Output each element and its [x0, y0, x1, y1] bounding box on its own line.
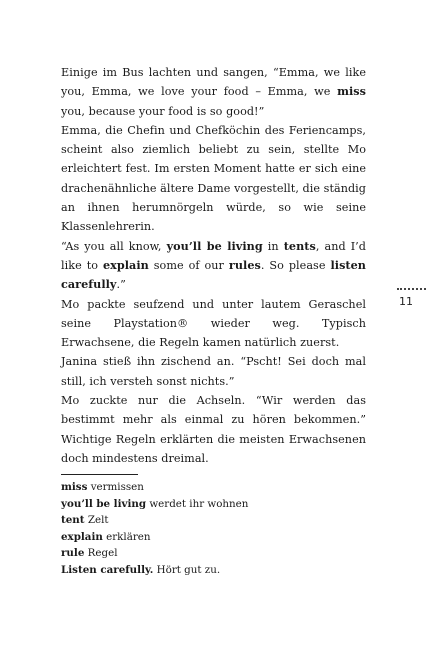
glossary-term: you’ll be living: [61, 497, 147, 510]
glossary-term: explain: [61, 530, 103, 543]
keyword: explain: [102, 257, 149, 272]
glossary-translation: vermissen: [90, 481, 144, 493]
paragraph: [61, 237, 366, 295]
glossary-term: tent: [61, 514, 85, 526]
glossary-entry: [61, 479, 248, 496]
text-run: Mo zuckte nur die Achseln. “Wir werden das bestimmt mehr als einmal zu hören bekommen.” Wichtige Regeln erklärten die meisten Erwachsenen doch mindestens dreimal.: [61, 394, 366, 465]
glossary-term: miss: [61, 481, 88, 493]
keyword: you’ll be living: [166, 238, 263, 253]
keyword: listen carefully: [61, 257, 366, 292]
glossary-translation: werdet ihr wohnen: [149, 497, 249, 510]
paragraph: [61, 63, 366, 121]
glossary-entry: [61, 562, 248, 579]
keyword: miss: [337, 84, 366, 99]
glossary-entry: [61, 545, 248, 562]
text-run: Janina stieß ihn zischend an. “Pscht! Sei doch mal still, ich versteh sonst nichts.”: [61, 355, 366, 388]
paragraph: [61, 391, 366, 468]
text-run: “As you all know,: [61, 239, 167, 253]
glossary-entry: [61, 512, 248, 529]
paragraph: [61, 121, 366, 237]
paragraph: [61, 352, 366, 391]
glossary-term: Listen carefully.: [61, 563, 154, 576]
text-run: .”: [116, 278, 126, 292]
paragraph: [61, 295, 366, 353]
text-run: Mo packte seufzend und unter lautem Geraschel seine Playstation® wieder weg. Typisch Erwachsene, die Regeln kamen natürlich zuerst.: [61, 297, 366, 350]
keyword: rules: [228, 257, 261, 272]
glossary-divider: [61, 474, 138, 475]
glossary-translation: erklären: [106, 530, 151, 543]
text-run: , and I’d like to: [61, 239, 366, 272]
glossary-translation: Hört gut zu.: [156, 563, 221, 576]
glossary-term: rule: [61, 547, 85, 559]
glossary-entry: [61, 496, 248, 513]
body-text: [61, 63, 366, 468]
page-number: 11: [399, 295, 413, 308]
text-run: Einige im Bus lachten und sangen, “Emma, we like you, Emma, we love your food – Emma, we: [61, 66, 366, 99]
glossary: [61, 479, 248, 578]
glossary-translation: Zelt: [87, 514, 109, 526]
text-run: Emma, die Chefin und Chefköchin des Feriencamps, scheint also ziemlich beliebt zu sein, stellte Mo erleichtert fest. Im ersten Moment hatte er sich eine drachenähnliche ältere Dame vorgestellt, die ständig an ihnen herumnörgeln würde, so wie seine Klassenlehrerin.: [61, 123, 367, 234]
glossary-translation: Regel: [87, 547, 118, 559]
text-run: in: [262, 239, 284, 253]
glossary-entry: [61, 529, 248, 546]
page-number-rule: [397, 288, 426, 290]
text-run: some of our: [148, 258, 229, 272]
text-run: you, because your food is so good!”: [61, 104, 265, 118]
text-run: . So please: [260, 258, 331, 272]
keyword: tents: [283, 238, 316, 253]
